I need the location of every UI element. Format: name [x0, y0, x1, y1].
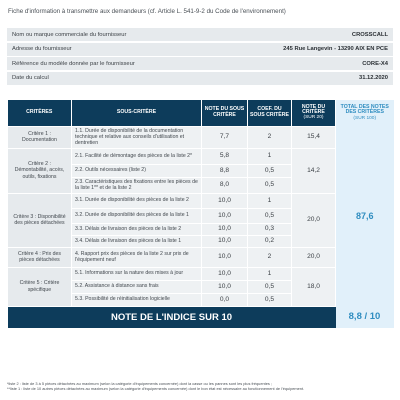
sub-criterion-note: 7,7 [202, 126, 248, 148]
header-total-sub: (SUR 100) [353, 115, 377, 121]
sub-criterion-note: 8,8 [202, 164, 248, 177]
criterion-3-name: Critère 3 : Disponibilité des pièces détachées [8, 193, 72, 247]
sub-criterion-coef: 1 [248, 148, 292, 164]
header-note-critere [292, 100, 336, 126]
sub-criterion-note: 10,0 [202, 267, 248, 280]
final-score-row [8, 306, 394, 328]
supplier-info [7, 28, 393, 86]
sub-criterion-coef: 2 [248, 247, 292, 267]
sub-criterion-coef: 1 [248, 267, 292, 280]
sub-criterion-note: 10,0 [202, 193, 248, 208]
sub-criterion-coef: 2 [248, 126, 292, 148]
sub-criterion-coef: 1 [248, 193, 292, 208]
total-score: 87,6 [336, 126, 394, 306]
criterion-5-name: Critère 5 : Critère spécifique [8, 267, 72, 306]
table-row [8, 126, 394, 148]
sub-criterion-coef: 0,5 [248, 208, 292, 223]
sub-criterion-note: 5,8 [202, 148, 248, 164]
header-total-label: TOTAL DES NOTES DES CRITÈRES [340, 103, 389, 116]
sub-criterion-note: 10,0 [202, 247, 248, 267]
intro-text: Fiche d'information à transmettre aux demandeurs (cf. Article L. 541-9-2 du Code de l'environnement) [8, 8, 286, 15]
criterion-4-name: Critère 4 : Prix des pièces détachées [8, 247, 72, 267]
info-row-calculation-date [7, 72, 393, 85]
criterion-2-score: 14,2 [292, 148, 336, 193]
sub-criterion-note: 10,0 [202, 223, 248, 235]
sub-criterion-label: 5.2. Assistance à distance sans frais [72, 280, 202, 293]
sub-criterion-label: 5.3. Possibilité de réinitialisation logicielle [72, 293, 202, 306]
footnotes [7, 381, 397, 392]
sub-criterion-coef: 0,5 [248, 177, 292, 193]
sub-criterion-note: 10,0 [202, 235, 248, 247]
header-note-critere-label: NOTE DU CRITÈRE [301, 103, 326, 116]
sub-criterion-label: 4. Rapport prix des pièces de la liste 2 sur prix de l'équipement neuf [72, 247, 202, 267]
info-label: Date du calcul [12, 75, 49, 81]
info-value: 31.12.2020 [358, 75, 388, 81]
header-sous-critere: SOUS-CRITÈRE [72, 100, 202, 126]
info-label: Adresse du fournisseur [12, 46, 72, 52]
sub-criterion-coef: 0,5 [248, 293, 292, 306]
table-header-row [8, 100, 394, 126]
final-score-value: 8,8 / 10 [336, 306, 394, 328]
info-value: CORE-X4 [362, 60, 388, 67]
criterion-3-score: 20,0 [292, 193, 336, 247]
final-score-label: NOTE DE L'INDICE SUR 10 [8, 306, 336, 328]
sub-criterion-label: 3.2. Durée de disponibilité des pièces de la liste 1 [72, 208, 202, 223]
sub-criterion-coef: 0,2 [248, 235, 292, 247]
sub-criterion-coef: 0,5 [248, 280, 292, 293]
criterion-1-score: 15,4 [292, 126, 336, 148]
footnote-liste-1: **liste 1 : liste de 10 autres pièces détachées au maximum (selon la catégorie d'équipements concernée) dont le bon état est nécessaire au fonctionnement de l'équipement. [7, 386, 305, 392]
sub-criterion-label: 3.1. Durée de disponibilité des pièces de la liste 2 [72, 193, 202, 208]
criterion-1-name: Critère 1 : Documentation [8, 126, 72, 148]
info-row-supplier-name [7, 28, 393, 41]
info-row-supplier-address [7, 43, 393, 56]
sub-criterion-label: 2.1. Facilité de démontage des pièces de la liste 2* [72, 148, 202, 164]
repairability-table [7, 100, 394, 328]
criterion-4-score: 20,0 [292, 247, 336, 267]
header-note-critere-sub: (SUR 20) [303, 115, 324, 121]
footnote-liste-2: *liste 2 : liste de 3 à 5 pièces détachées au maximum (selon la catégorie d'équipements concernée) dont la casse ou les pannes sont les plus fréquentes ; [7, 381, 273, 386]
criterion-2-name: Critère 2 : Démontabilité, accès, outils, fixations [8, 148, 72, 193]
sub-criterion-note: 10,0 [202, 208, 248, 223]
sub-criterion-coef: 0,3 [248, 223, 292, 235]
sub-criterion-note: 10,0 [202, 280, 248, 293]
sub-criterion-label: 3.3. Délais de livraison des pièces de la liste 2 [72, 223, 202, 235]
criterion-5-score: 18,0 [292, 267, 336, 306]
sub-criterion-label: 2.2. Outils nécessaires (liste 2) [72, 164, 202, 177]
info-row-model-reference [7, 57, 393, 70]
sub-criterion-label: 3.4. Délais de livraison des pièces de la liste 1 [72, 235, 202, 247]
sub-criterion-label: 2.3. Caractéristiques des fixations entre les pièces de la liste 1** et de la liste 2 [72, 177, 202, 193]
sub-criterion-note: 8,0 [202, 177, 248, 193]
header-note-sous-critere: NOTE DU SOUS CRITÈRE [202, 100, 248, 126]
info-value: 245 Rue Langevin - 13290 AIX EN PCE [283, 46, 388, 52]
header-total [336, 100, 394, 126]
info-label: Référence du modèle donnée par le fournisseur [12, 60, 135, 67]
info-label: Nom ou marque commerciale du fournisseur [12, 31, 127, 38]
sub-criterion-label: 5.1. Informations sur la nature des mises à jour [72, 267, 202, 280]
sub-criterion-label: 1.1. Durée de disponibilité de la documentation technique et relative aux conseils d'utilisation et dentretien [72, 126, 202, 148]
info-value: CROSSCALL [351, 31, 388, 38]
sub-criterion-coef: 0,5 [248, 164, 292, 177]
header-criteres: CRITÈRES [8, 100, 72, 126]
header-coef: COEF. DU SOUS CRITÈRE [248, 100, 292, 126]
sub-criterion-note: 0,0 [202, 293, 248, 306]
